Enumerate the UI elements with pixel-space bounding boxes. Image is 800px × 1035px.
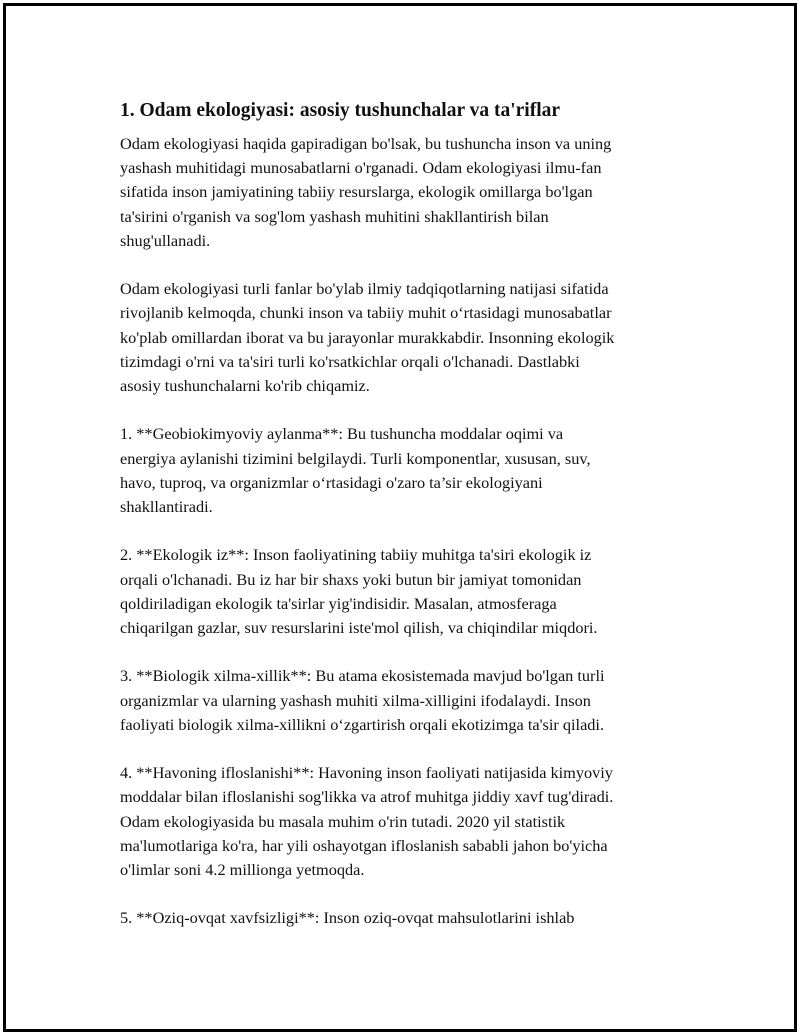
list-item-geobiochemical-cycle: 1. **Geobiokimyoviy aylanma**: Bu tushuncha moddalar oqimi va energiya aylanishi tizimini belgilaydi. Turli komponentlar, xususan, suv, havo, tuproq, va organizmlar o‘rtasidagi o'zaro ta’sir ekologiyani shakllantiradi.	[120, 424, 591, 517]
section-heading: 1. Odam ekologiyasi: asosiy tushunchalar va ta'riflar	[120, 100, 561, 121]
document-page	[3, 3, 797, 1032]
document-content	[120, 97, 690, 955]
context-paragraph: Odam ekologiyasi turli fanlar bo'ylab ilmiy tadqiqotlarning natijasi sifatida rivojlanib kelmoqda, chunki inson va tabiiy muhit o‘rtasidagi munosabatlar ko'plab omillardan iborat va bu jarayonlar murakkabdir. Insonning ekologik tizimdagi o'rni va ta'siri turli ko'rsatkichlar orqali o'lchanadi. Dastlabki asosiy tushunchalarni ko'rib chiqamiz.	[120, 279, 615, 396]
list-item-ecological-footprint: 2. **Ekologik iz**: Inson faoliyatining tabiiy muhitga ta'siri ekologik iz orqali o'lchanadi. Bu iz har bir shaxs yoki butun bir jamiyat tomonidan qoldiriladigan ekologik ta'sirlar yig'indisidir. Masalan, atmosferaga chiqarilgan gazlar, suv resurslarini iste'mol qilish, va chiqindilar miqdori.	[120, 545, 598, 638]
list-item-biodiversity: 3. **Biologik xilma-xillik**: Bu atama ekosistemada mavjud bo'lgan turli organizmlar va ularning yashash muhiti xilma-xilligini ifodalaydi. Inson faoliyati biologik xilma-xillikni o‘zgartirish orqali ekotizimga ta'sir qiladi.	[120, 666, 605, 734]
list-item-food-security: 5. **Oziq-ovqat xavfsizligi**: Inson oziq-ovqat mahsulotlarini ishlab	[120, 908, 575, 928]
intro-paragraph: Odam ekologiyasi haqida gapiradigan bo'lsak, bu tushuncha inson va uning yashash muhitidagi munosabatlarni o'rganadi. Odam ekologiyasi ilmu-fan sifatida inson jamiyatining tabiiy resurslarga, ekologik omillarga bo'lgan ta'sirini o'rganish va sog'lom yashash muhitini shakllantirish bilan shug'ullanadi.	[120, 134, 612, 250]
list-item-air-pollution: 4. **Havoning ifloslanishi**: Havoning inson faoliyati natijasida kimyoviy moddalar bilan ifloslanishi sog'likka va atrof muhitga jiddiy xavf tug'diradi. Odam ekologiyasida bu masala muhim o'rin tutadi. 2020 yil statistik ma'lumotlariga ko'ra, har yili oshayotgan ifloslanish sababli jahon bo'yicha o'limlar soni 4.2 millionga yetmoqda.	[120, 763, 614, 880]
